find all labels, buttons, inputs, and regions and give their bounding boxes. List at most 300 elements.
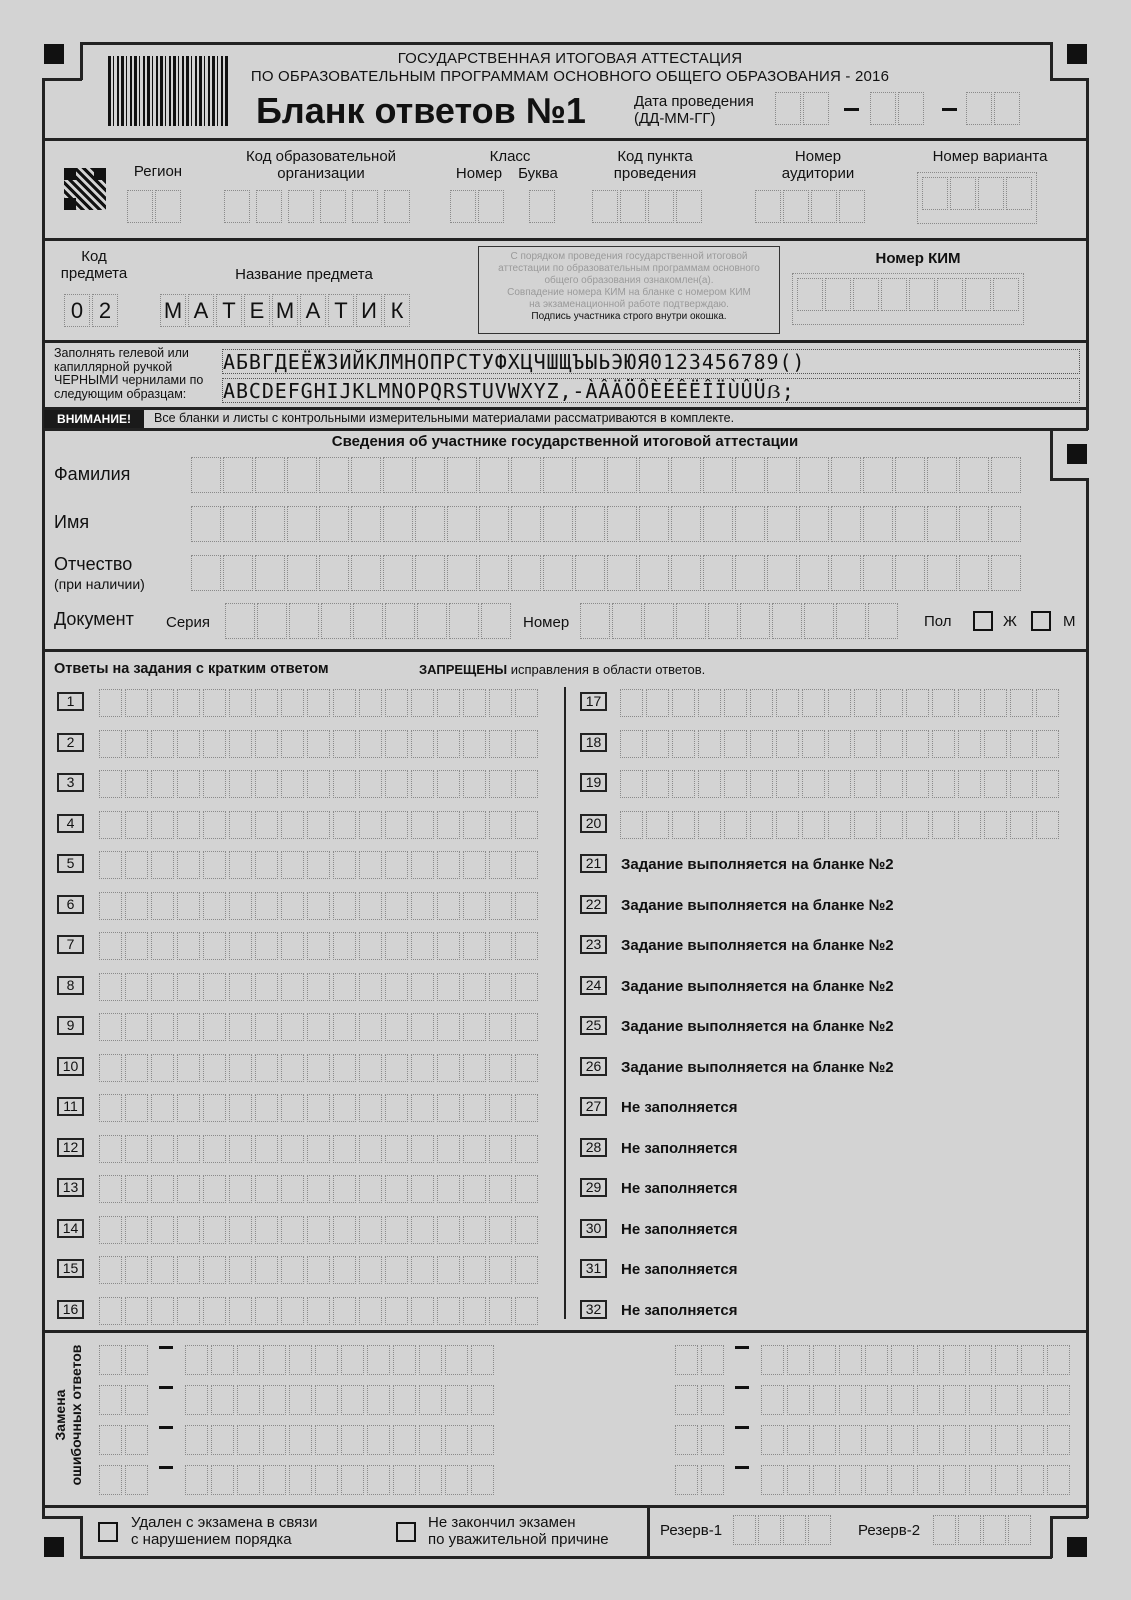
variant-number-cells[interactable] [917, 172, 1037, 224]
answer-cell[interactable] [906, 689, 929, 717]
answer-cell[interactable] [437, 1216, 460, 1244]
answer-cell[interactable] [672, 730, 695, 758]
replacement-answer-cell[interactable] [419, 1425, 442, 1455]
answer-cell[interactable] [515, 1216, 538, 1244]
answer-cell[interactable] [333, 932, 356, 960]
answer-cell[interactable] [750, 770, 773, 798]
answer-cell[interactable] [672, 811, 695, 839]
answer-cell[interactable] [489, 1013, 512, 1041]
not-finished-checkbox[interactable] [396, 1522, 416, 1542]
answer-cell[interactable] [333, 1013, 356, 1041]
answer-cell[interactable] [125, 892, 148, 920]
answer-cell[interactable] [255, 1216, 278, 1244]
answer-cells[interactable] [620, 730, 1062, 758]
answer-cell[interactable] [515, 973, 538, 1001]
answer-cell[interactable] [932, 689, 955, 717]
answer-cell[interactable] [99, 1054, 122, 1082]
answer-cell[interactable] [515, 811, 538, 839]
answer-cell[interactable] [932, 770, 955, 798]
input-cell[interactable] [511, 506, 541, 542]
answer-cell[interactable] [802, 689, 825, 717]
answer-cell[interactable] [203, 1013, 226, 1041]
answer-cell[interactable] [333, 1175, 356, 1203]
answer-cell[interactable] [984, 770, 1007, 798]
answer-cell[interactable] [411, 1256, 434, 1284]
replacement-task-cell[interactable] [99, 1465, 122, 1495]
replacement-answer-cell[interactable] [237, 1465, 260, 1495]
input-cell[interactable] [831, 506, 861, 542]
replacement-answer-cell[interactable] [891, 1425, 914, 1455]
answer-cell[interactable] [203, 1297, 226, 1325]
answer-cell[interactable] [1036, 689, 1059, 717]
answer-cell[interactable] [125, 730, 148, 758]
replacement-answer-cell[interactable] [471, 1345, 494, 1375]
input-cell[interactable] [983, 1515, 1006, 1545]
answer-cell[interactable] [515, 1175, 538, 1203]
answer-cell[interactable] [255, 1054, 278, 1082]
replacement-answer-cell[interactable] [1021, 1345, 1044, 1375]
input-cell[interactable] [383, 555, 413, 591]
answer-cell[interactable] [177, 1256, 200, 1284]
answer-cell[interactable] [515, 770, 538, 798]
answer-cell[interactable] [880, 811, 903, 839]
answer-cell[interactable] [255, 1094, 278, 1122]
answer-cell[interactable] [1010, 811, 1033, 839]
answer-cell[interactable] [463, 770, 486, 798]
answer-cell[interactable] [359, 932, 382, 960]
answer-cell[interactable] [151, 1135, 174, 1163]
input-cell[interactable] [804, 603, 834, 639]
date-year-cells[interactable] [966, 92, 1026, 125]
answer-cell[interactable] [385, 932, 408, 960]
replacement-answer-cell[interactable] [367, 1385, 390, 1415]
replacement-answer-cell[interactable] [995, 1425, 1018, 1455]
answer-cell[interactable] [463, 851, 486, 879]
input-cell[interactable] [287, 506, 317, 542]
input-cell[interactable] [351, 506, 381, 542]
answer-cell[interactable] [229, 770, 252, 798]
replacement-answer-cell[interactable] [445, 1465, 468, 1495]
replacement-row[interactable] [675, 1385, 1073, 1415]
replacement-answer-cell[interactable] [393, 1465, 416, 1495]
answer-cell[interactable] [229, 1135, 252, 1163]
input-cell[interactable] [449, 603, 479, 639]
input-cell[interactable] [223, 506, 253, 542]
input-cell[interactable] [385, 603, 415, 639]
answer-cell[interactable] [646, 689, 669, 717]
replacement-answer-cell[interactable] [211, 1465, 234, 1495]
answer-cell[interactable] [463, 1256, 486, 1284]
input-cell[interactable] [191, 506, 221, 542]
replacement-answer-cell[interactable] [865, 1385, 888, 1415]
replacement-answer-cell[interactable] [445, 1425, 468, 1455]
replacement-task-cell[interactable] [125, 1345, 148, 1375]
answer-cell[interactable] [177, 1135, 200, 1163]
answer-cell[interactable] [724, 730, 747, 758]
answer-cell[interactable] [151, 1256, 174, 1284]
replacement-answer-cell[interactable] [393, 1385, 416, 1415]
answer-cell[interactable] [333, 892, 356, 920]
answer-cell[interactable] [385, 1297, 408, 1325]
replacement-answer-cell[interactable] [839, 1425, 862, 1455]
replacement-row[interactable] [99, 1465, 497, 1495]
answer-cell[interactable] [437, 1175, 460, 1203]
input-cell[interactable] [321, 603, 351, 639]
replacement-answer-cell[interactable] [1021, 1385, 1044, 1415]
replacement-answer-cell[interactable] [995, 1465, 1018, 1495]
input-cell[interactable] [287, 457, 317, 493]
answer-cell[interactable] [333, 1216, 356, 1244]
replacement-answer-cell[interactable] [761, 1425, 784, 1455]
answer-cell[interactable] [385, 811, 408, 839]
answer-cell[interactable] [463, 973, 486, 1001]
answer-cells[interactable] [99, 1256, 541, 1284]
input-cell[interactable] [415, 555, 445, 591]
replacement-answer-cell[interactable] [211, 1385, 234, 1415]
replacement-answer-cell[interactable] [341, 1345, 364, 1375]
answer-cell[interactable] [463, 730, 486, 758]
answer-cell[interactable] [515, 1297, 538, 1325]
replacement-answer-cell[interactable] [787, 1345, 810, 1375]
answer-cell[interactable] [463, 1175, 486, 1203]
answer-cell[interactable] [359, 689, 382, 717]
input-cell[interactable] [799, 555, 829, 591]
answer-cell[interactable] [229, 932, 252, 960]
answer-cell[interactable] [151, 730, 174, 758]
kim-cells[interactable] [792, 273, 1024, 325]
answer-cell[interactable] [698, 730, 721, 758]
answer-cell[interactable] [437, 892, 460, 920]
answer-cell[interactable] [281, 1256, 304, 1284]
replacement-answer-cell[interactable] [995, 1345, 1018, 1375]
reserve-2-cells[interactable] [933, 1515, 1033, 1545]
answer-cell[interactable] [906, 811, 929, 839]
answer-cell[interactable] [177, 811, 200, 839]
input-cell[interactable] [447, 457, 477, 493]
answer-cell[interactable] [307, 1054, 330, 1082]
answer-cells[interactable] [99, 811, 541, 839]
input-cell[interactable] [767, 555, 797, 591]
answer-cell[interactable] [203, 811, 226, 839]
replacement-answer-cell[interactable] [917, 1345, 940, 1375]
answer-cell[interactable] [463, 892, 486, 920]
answer-cell[interactable] [125, 1216, 148, 1244]
input-cell[interactable] [767, 457, 797, 493]
answer-cell[interactable] [411, 1297, 434, 1325]
replacement-answer-cell[interactable] [341, 1425, 364, 1455]
answer-cell[interactable] [698, 689, 721, 717]
input-cell[interactable] [319, 506, 349, 542]
answer-cell[interactable] [515, 892, 538, 920]
replacement-task-cell[interactable] [701, 1465, 724, 1495]
answer-cell[interactable] [203, 851, 226, 879]
answer-cell[interactable] [1036, 770, 1059, 798]
answer-cell[interactable] [932, 811, 955, 839]
answer-cell[interactable] [281, 973, 304, 1001]
answer-cell[interactable] [385, 973, 408, 1001]
answer-cell[interactable] [906, 770, 929, 798]
replacement-task-cell[interactable] [701, 1385, 724, 1415]
input-cell[interactable] [543, 555, 573, 591]
answer-cell[interactable] [515, 730, 538, 758]
point-code-cells[interactable] [592, 190, 708, 223]
input-cell[interactable] [863, 457, 893, 493]
answer-cell[interactable] [437, 730, 460, 758]
input-cell[interactable] [644, 603, 674, 639]
answer-cell[interactable] [359, 1256, 382, 1284]
input-cell[interactable] [895, 555, 925, 591]
answer-cell[interactable] [411, 973, 434, 1001]
answer-cell[interactable] [437, 1054, 460, 1082]
answer-cell[interactable] [125, 1175, 148, 1203]
input-cell[interactable] [831, 555, 861, 591]
input-cell[interactable] [447, 555, 477, 591]
replacement-answer-cell[interactable] [341, 1385, 364, 1415]
input-cell[interactable] [959, 506, 989, 542]
replacement-answer-cell[interactable] [1021, 1425, 1044, 1455]
input-cell[interactable] [927, 555, 957, 591]
answer-cells[interactable] [99, 1094, 541, 1122]
answer-cell[interactable] [203, 973, 226, 1001]
replacement-row[interactable] [675, 1345, 1073, 1375]
answer-cell[interactable] [385, 1175, 408, 1203]
class-number-cells[interactable] [450, 190, 510, 223]
answer-cell[interactable] [359, 1094, 382, 1122]
input-cell[interactable] [543, 457, 573, 493]
answer-cell[interactable] [802, 770, 825, 798]
answer-cell[interactable] [281, 1094, 304, 1122]
answer-cell[interactable] [385, 1013, 408, 1041]
answer-cell[interactable] [151, 1094, 174, 1122]
answer-cell[interactable] [437, 932, 460, 960]
input-cell[interactable] [895, 457, 925, 493]
answer-cell[interactable] [229, 892, 252, 920]
answer-cell[interactable] [307, 1135, 330, 1163]
answer-cell[interactable] [359, 973, 382, 1001]
answer-cell[interactable] [99, 851, 122, 879]
answer-cell[interactable] [177, 1094, 200, 1122]
replacement-answer-cell[interactable] [1047, 1345, 1070, 1375]
answer-cells[interactable] [99, 1297, 541, 1325]
replacement-answer-cell[interactable] [787, 1425, 810, 1455]
replacement-task-cell[interactable] [125, 1425, 148, 1455]
answer-cells[interactable] [99, 1216, 541, 1244]
answer-cell[interactable] [672, 770, 695, 798]
answer-cell[interactable] [333, 811, 356, 839]
answer-cell[interactable] [385, 1135, 408, 1163]
input-cell[interactable] [868, 603, 898, 639]
answer-cell[interactable] [1036, 811, 1059, 839]
replacement-answer-cell[interactable] [237, 1425, 260, 1455]
input-cell[interactable] [191, 555, 221, 591]
input-cell[interactable] [257, 603, 287, 639]
input-cell[interactable] [735, 506, 765, 542]
answer-cell[interactable] [411, 1054, 434, 1082]
input-cell[interactable] [959, 457, 989, 493]
answer-cell[interactable] [776, 730, 799, 758]
replacement-task-cell[interactable] [675, 1465, 698, 1495]
input-cell[interactable] [255, 555, 285, 591]
answer-cell[interactable] [125, 1054, 148, 1082]
replacement-answer-cell[interactable] [419, 1465, 442, 1495]
answer-cells[interactable] [99, 1175, 541, 1203]
input-cell[interactable] [991, 555, 1021, 591]
removed-checkbox[interactable] [98, 1522, 118, 1542]
answer-cell[interactable] [151, 689, 174, 717]
answer-cell[interactable] [958, 770, 981, 798]
answer-cell[interactable] [437, 973, 460, 1001]
input-cell[interactable] [735, 555, 765, 591]
answer-cell[interactable] [489, 1175, 512, 1203]
input-cell[interactable] [703, 555, 733, 591]
answer-cell[interactable] [646, 770, 669, 798]
answer-cell[interactable] [333, 1135, 356, 1163]
replacement-answer-cell[interactable] [367, 1425, 390, 1455]
answer-cell[interactable] [307, 892, 330, 920]
answer-cell[interactable] [203, 770, 226, 798]
input-cell[interactable] [863, 555, 893, 591]
answer-cell[interactable] [229, 1013, 252, 1041]
input-cell[interactable] [703, 457, 733, 493]
input-cell[interactable] [676, 603, 706, 639]
replacement-answer-cell[interactable] [263, 1345, 286, 1375]
answer-cell[interactable] [906, 730, 929, 758]
replacement-task-cell[interactable] [125, 1385, 148, 1415]
answer-cell[interactable] [255, 1175, 278, 1203]
answer-cell[interactable] [385, 1216, 408, 1244]
answer-cell[interactable] [281, 851, 304, 879]
input-cell[interactable] [511, 457, 541, 493]
answer-cells[interactable] [620, 689, 1062, 717]
answer-cell[interactable] [307, 851, 330, 879]
input-cell[interactable] [708, 603, 738, 639]
answer-cell[interactable] [281, 892, 304, 920]
answer-cell[interactable] [307, 1175, 330, 1203]
answer-cells[interactable] [620, 811, 1062, 839]
replacement-answer-cell[interactable] [969, 1385, 992, 1415]
input-cell[interactable] [671, 555, 701, 591]
answer-cell[interactable] [828, 770, 851, 798]
answer-cell[interactable] [177, 1175, 200, 1203]
answer-cell[interactable] [333, 1297, 356, 1325]
input-cell[interactable] [607, 555, 637, 591]
answer-cell[interactable] [620, 730, 643, 758]
answer-cell[interactable] [385, 1256, 408, 1284]
answer-cell[interactable] [489, 1054, 512, 1082]
answer-cell[interactable] [620, 689, 643, 717]
input-cell[interactable] [927, 457, 957, 493]
replacement-answer-cell[interactable] [761, 1345, 784, 1375]
answer-cell[interactable] [359, 851, 382, 879]
answer-cell[interactable] [437, 1256, 460, 1284]
replacement-answer-cell[interactable] [943, 1345, 966, 1375]
input-cell[interactable] [479, 555, 509, 591]
input-cell[interactable] [415, 506, 445, 542]
input-cell[interactable] [351, 457, 381, 493]
answer-cell[interactable] [411, 1175, 434, 1203]
answer-cell[interactable] [229, 811, 252, 839]
answer-cell[interactable] [489, 932, 512, 960]
answer-cell[interactable] [411, 1094, 434, 1122]
input-cell[interactable] [580, 603, 610, 639]
answer-cell[interactable] [307, 1013, 330, 1041]
input-cell[interactable] [808, 1515, 831, 1545]
input-cell[interactable] [479, 457, 509, 493]
replacement-task-cell[interactable] [99, 1425, 122, 1455]
answer-cell[interactable] [359, 1175, 382, 1203]
replacement-answer-cell[interactable] [943, 1465, 966, 1495]
answer-cell[interactable] [255, 1297, 278, 1325]
input-cell[interactable] [511, 555, 541, 591]
answer-cell[interactable] [463, 1054, 486, 1082]
answer-cell[interactable] [359, 770, 382, 798]
input-cell[interactable] [415, 457, 445, 493]
answer-cell[interactable] [307, 811, 330, 839]
answer-cell[interactable] [724, 689, 747, 717]
answer-cell[interactable] [463, 811, 486, 839]
answer-cell[interactable] [281, 1013, 304, 1041]
replacement-answer-cell[interactable] [865, 1425, 888, 1455]
answer-cell[interactable] [802, 730, 825, 758]
room-number-cells[interactable] [755, 190, 871, 223]
answer-cell[interactable] [99, 892, 122, 920]
answer-cell[interactable] [99, 770, 122, 798]
input-cell[interactable] [639, 506, 669, 542]
answer-cell[interactable] [411, 1216, 434, 1244]
input-cell[interactable] [575, 506, 605, 542]
replacement-answer-cell[interactable] [185, 1345, 208, 1375]
region-cells[interactable] [127, 190, 187, 223]
answer-cell[interactable] [307, 770, 330, 798]
answer-cell[interactable] [359, 1216, 382, 1244]
replacement-answer-cell[interactable] [289, 1345, 312, 1375]
answer-cell[interactable] [125, 851, 148, 879]
answer-cell[interactable] [880, 730, 903, 758]
answer-cell[interactable] [307, 1256, 330, 1284]
replacement-answer-cell[interactable] [787, 1465, 810, 1495]
gender-male-checkbox[interactable] [1031, 611, 1051, 631]
answer-cell[interactable] [203, 730, 226, 758]
answer-cell[interactable] [489, 973, 512, 1001]
answer-cell[interactable] [177, 1216, 200, 1244]
replacement-answer-cell[interactable] [315, 1425, 338, 1455]
answer-cell[interactable] [515, 932, 538, 960]
replacement-row[interactable] [99, 1425, 497, 1455]
answer-cells[interactable] [99, 1054, 541, 1082]
replacement-task-cell[interactable] [675, 1385, 698, 1415]
answer-cell[interactable] [411, 689, 434, 717]
replacement-answer-cell[interactable] [237, 1345, 260, 1375]
answer-cells[interactable] [99, 973, 541, 1001]
input-cell[interactable] [287, 555, 317, 591]
answer-cell[interactable] [385, 892, 408, 920]
answer-cell[interactable] [489, 1094, 512, 1122]
answer-cell[interactable] [1010, 730, 1033, 758]
answer-cell[interactable] [984, 811, 1007, 839]
answer-cell[interactable] [932, 730, 955, 758]
answer-cell[interactable] [255, 851, 278, 879]
answer-cell[interactable] [151, 770, 174, 798]
answer-cell[interactable] [99, 1216, 122, 1244]
answer-cell[interactable] [620, 811, 643, 839]
replacement-answer-cell[interactable] [813, 1345, 836, 1375]
replacement-answer-cell[interactable] [1047, 1465, 1070, 1495]
answer-cell[interactable] [646, 811, 669, 839]
replacement-answer-cell[interactable] [969, 1465, 992, 1495]
answer-cell[interactable] [411, 1135, 434, 1163]
answer-cell[interactable] [99, 811, 122, 839]
answer-cell[interactable] [99, 1297, 122, 1325]
